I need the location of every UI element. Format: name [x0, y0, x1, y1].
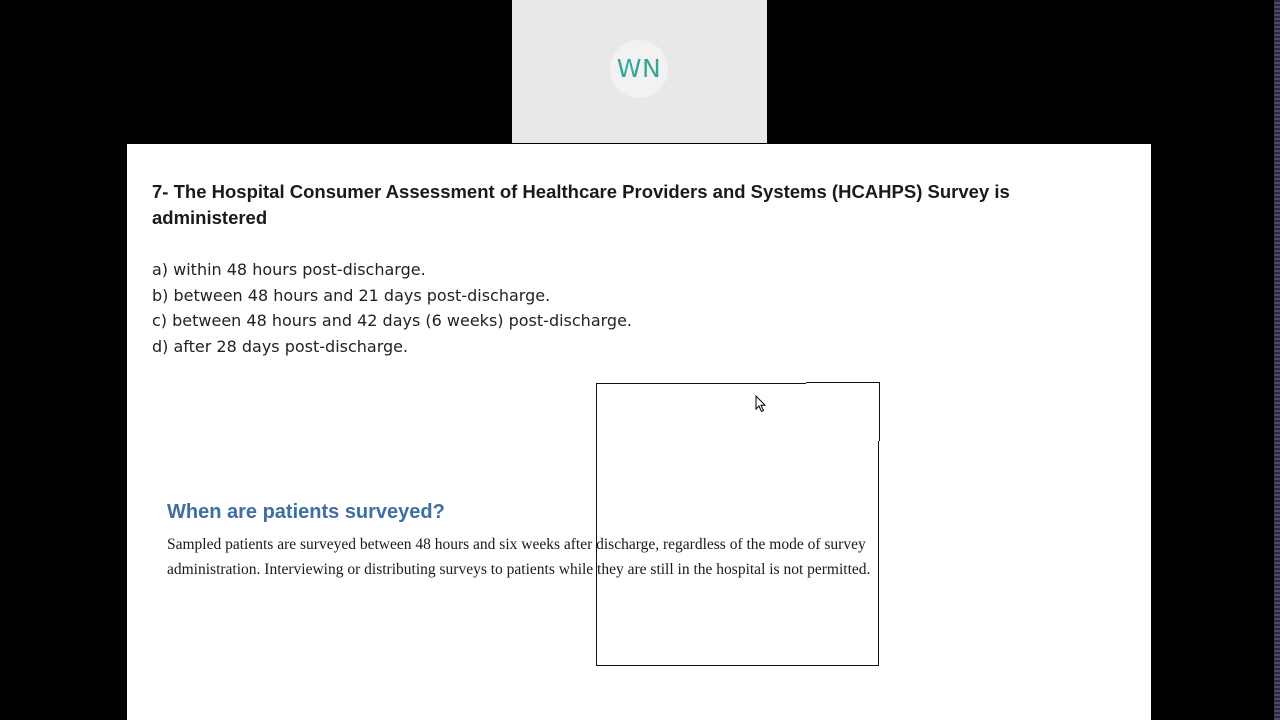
- excerpt-body: Sampled patients are surveyed between 48 hours and six weeks after discharge, regardless of the mode of survey administration. Interviewing or distributing surveys to patients while they are still in the hospital is not permitted.: [167, 536, 871, 578]
- participant-avatar: WN: [610, 40, 668, 98]
- option-c: c) between 48 hours and 42 days (6 weeks) post-discharge.: [152, 311, 632, 330]
- question-text: 7- The Hospital Consumer Assessment of Healthcare Providers and Systems (HCAHPS) Survey is administered: [152, 181, 1010, 228]
- highlight-box-tab: [806, 382, 880, 441]
- screen-edge-artifact: [1274, 0, 1280, 720]
- option-a: a) within 48 hours post-discharge.: [152, 260, 426, 279]
- option-d: d) after 28 days post-discharge.: [152, 336, 409, 356]
- shared-slide: [127, 144, 1151, 720]
- answer-options: [152, 257, 632, 359]
- mouse-pointer-icon: [755, 395, 767, 413]
- option-b: b) between 48 hours and 21 days post-discharge.: [152, 285, 551, 305]
- excerpt-heading: When are patients surveyed?: [167, 501, 445, 523]
